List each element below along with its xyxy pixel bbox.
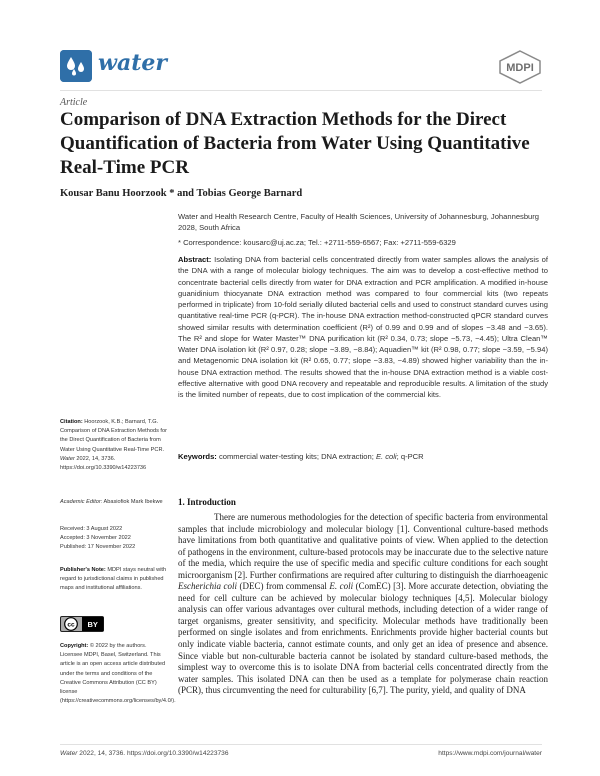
- journal-name: water: [98, 50, 167, 76]
- publishers-note: Publisher's Note: MDPI stays neutral with regard to jurisdictional claims in published maps and institutional affiliations.: [60, 567, 167, 592]
- academic-editor: Academic Editor: Abasiofiok Mark Ibekwe: [60, 499, 163, 505]
- published-date: Published: 17 November 2022: [60, 544, 136, 551]
- publisher-logo-text: MDPI: [506, 62, 534, 74]
- paper-title: Comparison of DNA Extraction Methods for the Direct Quantification of Bacteria from Water Using Quantitative Real-Time PCR: [60, 109, 530, 178]
- author-list: Kousar Banu Hoorzook * and Tobias George Barnard: [60, 188, 303, 199]
- accepted-date: Accepted: 3 November 2022: [60, 535, 131, 542]
- by-text: BY: [87, 620, 98, 629]
- copyright-notice: Copyright: © 2022 by the authors. Licensee MDPI, Basel, Switzerland. This article is an open access article distributed under the terms and conditions of the Creative Commons Attribution (CC BY) license (https://creativecommons.org/licenses/by/4.0/).: [60, 643, 176, 705]
- mdpi-logo: [498, 50, 542, 84]
- cc-text: cc: [67, 621, 75, 629]
- footer-citation: Water 2022, 14, 3736. https://doi.org/10.3390/w14223736: [60, 750, 229, 757]
- water-drops-icon: [60, 50, 92, 82]
- journal-url-link[interactable]: https://www.mdpi.com/journal/water: [438, 750, 542, 757]
- abstract-label: Abstract:: [178, 255, 212, 264]
- article-type: Article: [60, 97, 88, 108]
- correspondence: * Correspondence: kousarc@uj.ac.za; Tel.: +2711-559-6567; Fax: +2711-559-6329: [178, 238, 456, 247]
- section-heading-introduction: 1. Introduction: [178, 497, 236, 507]
- affiliation: Water and Health Research Centre, Faculty of Health Sciences, University of Johannesburg, Johannesburg 2028, South Africa: [178, 212, 540, 232]
- cc-by-license-icon[interactable]: [60, 616, 104, 632]
- citation-doi-link[interactable]: https://doi.org/10.3390/w14223736: [60, 465, 147, 472]
- received-date: Received: 3 August 2022: [60, 526, 123, 532]
- keywords-label: Keywords:: [178, 452, 217, 461]
- abstract: [178, 254, 548, 400]
- introduction-paragraph: There are numerous methodologies for the detection of specific bacteria from environmental samples that include microbiology and molecular biology [1]. Conventional culture-based methods have limitations from both quantitative and qualitative points of view. When applied to the detection of pathogens in the environment, culture-based protocols may be inaccurate due to the selective nature of the media, which require the use of specific media and specific culture conditions for each sought microorganism [2]. Further confirmations are required after culturing to distinguish the diarrhoeagenic Escherichia coli (DEC) from commensal E. coli (ComEC) [3]. More accurate detection, obviating the need for cell culture can be achieved by molecular biology techniques [4,5]. Molecular biology analysis can offer various advantages over cultural methods, including detection of a wider range of target organisms, greater sensitivity, and specificity. Molecular methods have traditionally been performed on single isolates and from enrichments. Enrichments provide higher bacterial counts but only indicate viable bacteria, cannot estimate counts, and only get an idea of presence and absence. Since viable but non-culturable bacteria cannot be isolated by standard culture-based methods, the simplest way to overcome this is to isolate DNA from bacterial cells concentrated directly from the water samples. This isolated DNA can then be used as a template for polymerase chain reaction (PCR), thus circumventing the need for culturability [6,7]. The purity, yield, and quality of DNA: [178, 512, 549, 696]
- keywords: Keywords: commercial water-testing kits; DNA extraction; E. coli; q-PCR: [178, 452, 424, 461]
- publication-dates: [60, 525, 168, 553]
- citation-block: Citation: Hoorzook, K.B.; Barnard, T.G. Comparison of DNA Extraction Methods for the Direct Quantification of Bacteria from Water Using Quantitative Real-Time PCR. Water 2022, 14, 3736. https://doi.org/10.3390/w14223736: [60, 419, 167, 472]
- footer-divider: [60, 744, 542, 745]
- header-divider: [60, 90, 542, 91]
- abstract-text: Isolating DNA from bacterial cells concentrated directly from water samples allows the analysis of the DNA with a range of molecular biology techniques. The aim was to develop a cost-effective method to concentrate bacterial cells directly from water for DNA extraction and PCR amplification. A modified in-house guanidinium thiocyanate DNA extraction method was compared to four commercial kits (two repeats performed in triplicate) from 10-fold serially diluted bacterial cells and used to construct standard curves using quantitative real-time PCR (q-PCR). The in-house DNA extraction method-constructed qPCR standard curves showed similar results with determination coefficient (R²) of 0.99 and 0.99 and of slopes −3.48 and −3.65). The R² and slope for Water Master™ DNA purification kit (R² 0.34, 0.73; slope −5.73, −4.45); Ultra Clean™ Water DNA isolation kit (R² 0.97, 0.28; slope −3.89, −8.84); Aquadien™ kit (R² 0.98, 0.77; slope −3.59, −5.94) and Metagenomic DNA isolation kit (R² 0.65, 0.77; slope −3.83, −4.89) showed higher variability than the in-house DNA extraction method. The results showed that the in-house DNA extraction method is a viable cost-effective alternative with good DNA recovery and repeatable and reproducible results. A limitation of the study is the limited number of repeats, due to cost implication of the commercial kits.: [178, 255, 548, 399]
